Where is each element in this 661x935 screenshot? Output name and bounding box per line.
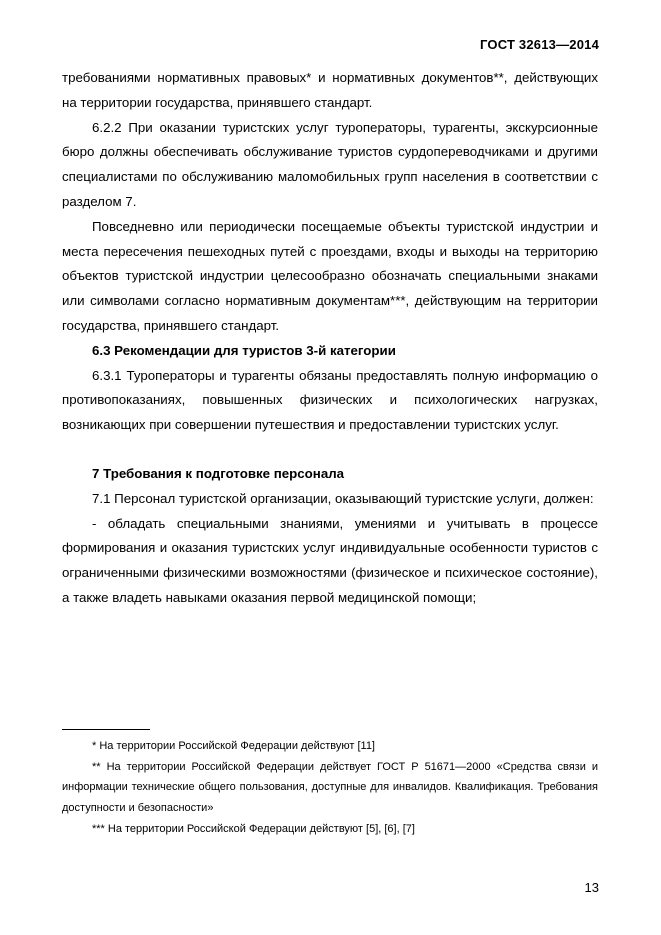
- section-gap: [62, 438, 598, 462]
- paragraph-signage: Повседневно или периодически посещаемые объекты туристской индустрии и места пересечения пешеходных путей с проездами, входы и выходы на территорию объектов туристской индустрии целесообразно обозначать специальными знаками или символами согласно нормативным документам***, действующим на территории государства, принявшего стандарт.: [62, 218, 598, 333]
- paragraph-continuation: требованиями нормативных правовых* и нормативных документов**, действующих на территории государства, принявшего стандарт.: [62, 70, 598, 110]
- section-7-heading: 7 Требования к подготовке персонала: [92, 465, 345, 481]
- footnote-3: *** На территории Российской Федерации действуют [5], [6], [7]: [92, 822, 415, 835]
- paragraph-7-1: 7.1 Персонал туристской организации, оказывающий туристские услуги, должен:: [92, 490, 594, 506]
- document-id-header: ГОСТ 32613—2014: [480, 37, 599, 52]
- footnotes: [62, 736, 598, 840]
- footnote-1: * На территории Российской Федерации действуют [11]: [92, 740, 375, 752]
- paragraph-6-2-2: 6.2.2 При оказании туристских услуг туроператоры, турагенты, экскурсионные бюро должны обеспечивать обслуживание туристов сурдопереводчиками и другими специалистами по обслуживанию маломобильных групп населения в соответствии с разделом 7.: [62, 119, 598, 209]
- footnote-separator: [62, 729, 150, 730]
- section-6-3-heading: 6.3 Рекомендации для туристов 3-й категории: [92, 342, 396, 358]
- main-text: [62, 66, 598, 611]
- page-number: 13: [584, 880, 599, 895]
- paragraph-6-3-1: 6.3.1 Туроператоры и турагенты обязаны предоставлять полную информацию о противопоказаниях, повышенных физических и психологических нагрузках, возникающих при совершении путешествия и предоставлении туристских услуг.: [62, 367, 598, 433]
- list-item-knowledge: - обладать специальными знаниями, умениями и учитывать в процессе формирования и оказания туристских услуг индивидуальные особенности туристов с ограниченными физическими возможностями (физическое и психическое состояние), а также владеть навыками оказания первой медицинской помощи;: [62, 515, 598, 605]
- footnote-2: ** На территории Российской Федерации действует ГОСТ Р 51671—2000 «Средства связи и информации технические общего пользования, доступные для инвалидов. Квалификация. Требования доступности и безопасности»: [62, 760, 598, 815]
